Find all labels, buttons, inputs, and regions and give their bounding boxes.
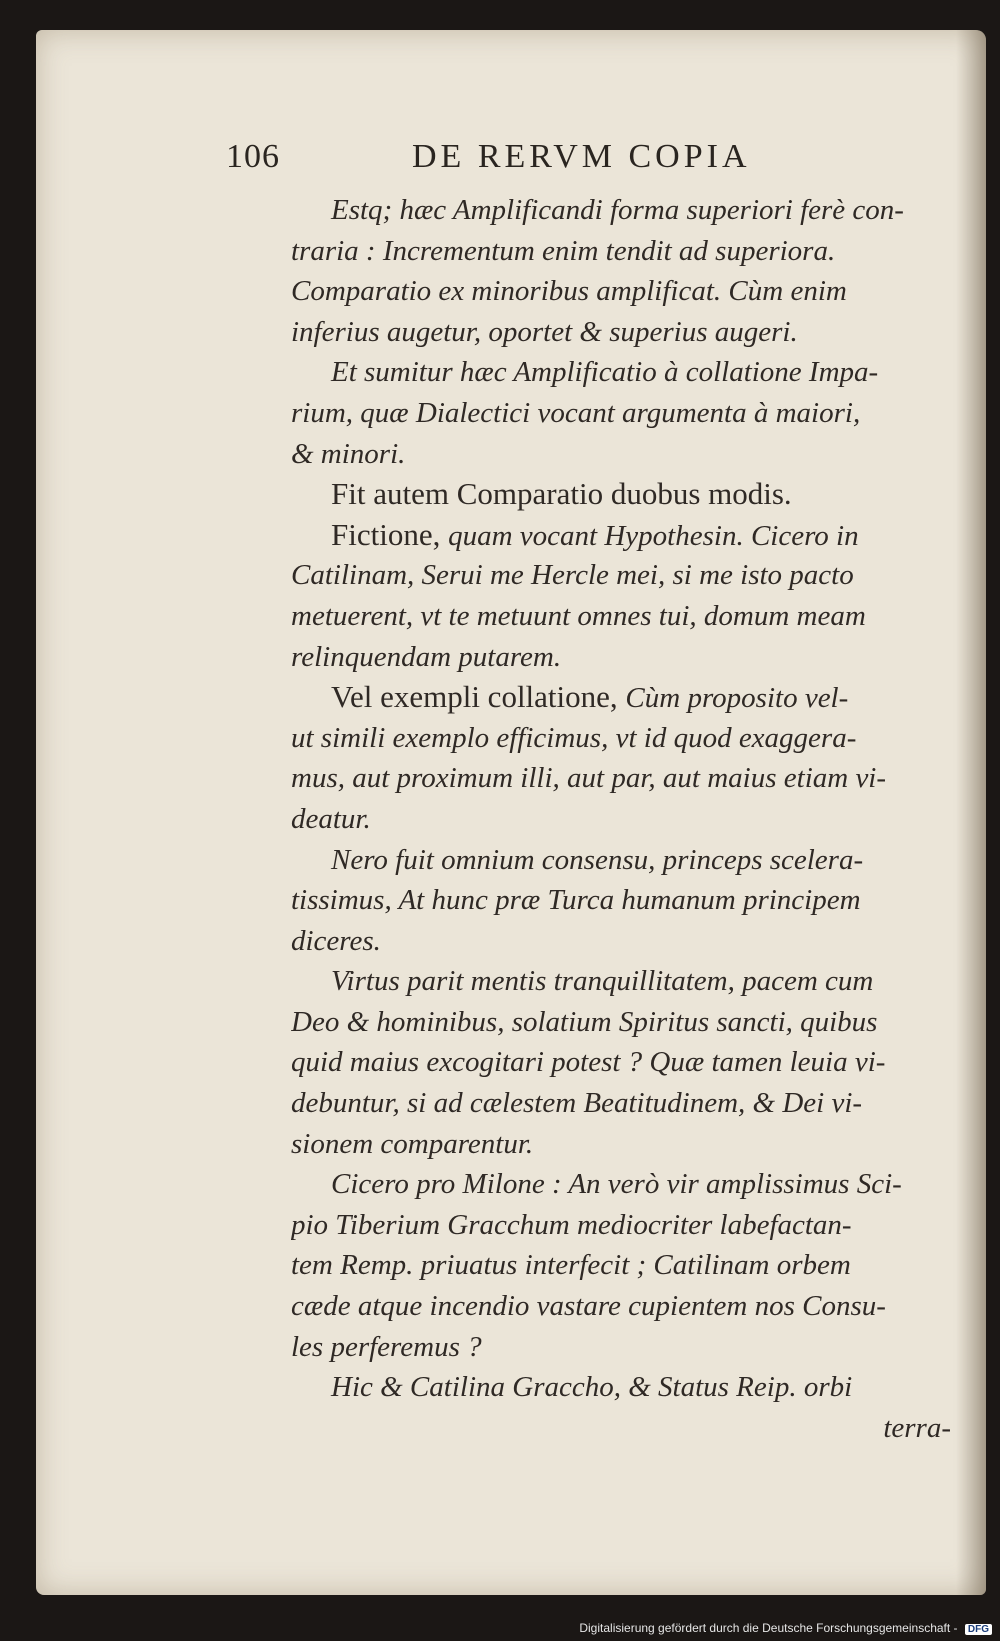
text-line: & minori. xyxy=(291,437,406,470)
text-line: metuerent, vt te metuunt omnes tui, domum meam xyxy=(291,599,866,632)
catchword: terra- xyxy=(883,1411,951,1444)
text-line: Hic & Catilina Graccho, & Status Reip. orbi xyxy=(331,1371,853,1404)
text-line: Catilinam, Serui me Hercle mei, si me isto pacto xyxy=(291,559,854,592)
running-head: DE RERVM COPIA xyxy=(412,138,751,175)
text-line xyxy=(291,677,961,718)
text-line: quid maius excogitari potest ? Quæ tamen leuia vi- xyxy=(291,1046,886,1079)
italic-run: quam vocant Hypothesin. Cicero in xyxy=(448,519,859,552)
text-line: Fit autem Comparatio duobus modis. xyxy=(331,476,792,512)
credit-text: Digitalisierung gefördert durch die Deutsche Forschungsgemeinschaft - xyxy=(579,1621,958,1635)
page-number: 106 xyxy=(226,138,280,175)
text-line: debuntur, si ad cælestem Beatitudinem, & Dei vi- xyxy=(291,1087,863,1120)
text-line: Cicero pro Milone : An verò vir amplissimus Sci- xyxy=(331,1168,902,1201)
text-line: Estq; hæc Amplificandi forma superiori ferè con- xyxy=(331,194,904,226)
roman-run: Vel exempli collatione, xyxy=(331,679,626,715)
text-line: traria : Incrementum enim tendit ad superiora. xyxy=(291,234,836,267)
text-line: Nero fuit omnium consensu, princeps scelera- xyxy=(331,843,864,876)
text-line: Deo & hominibus, solatium Spiritus sancti, quibus xyxy=(291,1005,878,1038)
text-line: les perferemus ? xyxy=(291,1330,482,1363)
text-line: pio Tiberium Gracchum mediocriter labefactan- xyxy=(291,1208,852,1241)
text-line: mus, aut proximum illi, aut par, aut maius etiam vi- xyxy=(291,762,887,795)
text-line: Comparatio ex minoribus amplificat. Cùm enim xyxy=(291,275,847,308)
text-line: inferius augetur, oportet & superius augeri. xyxy=(291,315,798,348)
italic-run: Cùm proposito vel- xyxy=(625,682,849,715)
text-line: cæde atque incendio vastare cupientem nos Consu- xyxy=(291,1290,886,1323)
text-line: diceres. xyxy=(291,924,381,957)
text-line: rium, quæ Dialectici vocant argumenta à maiori, xyxy=(291,396,861,429)
text-line: Virtus parit mentis tranquillitatem, pacem cum xyxy=(331,965,874,998)
text-line xyxy=(291,515,961,556)
text-line: Et sumitur hæc Amplificatio à collatione Impa- xyxy=(331,356,879,389)
text-line: tissimus, At hunc præ Turca humanum principem xyxy=(291,884,861,917)
dfg-logo: DFG xyxy=(965,1624,992,1635)
text-line: sionem comparentur. xyxy=(291,1127,534,1160)
text-line: relinquendam putarem. xyxy=(291,640,562,673)
roman-run: Fictione, xyxy=(331,516,449,552)
text-block xyxy=(291,190,961,1448)
text-line: ut simili exemplo efficimus, vt id quod exaggera- xyxy=(291,721,857,754)
digitization-credit xyxy=(579,1621,992,1635)
text-line: tem Remp. priuatus interfecit ; Catilinam orbem xyxy=(291,1249,851,1282)
text-line: deatur. xyxy=(291,802,371,835)
book-page xyxy=(36,30,986,1595)
